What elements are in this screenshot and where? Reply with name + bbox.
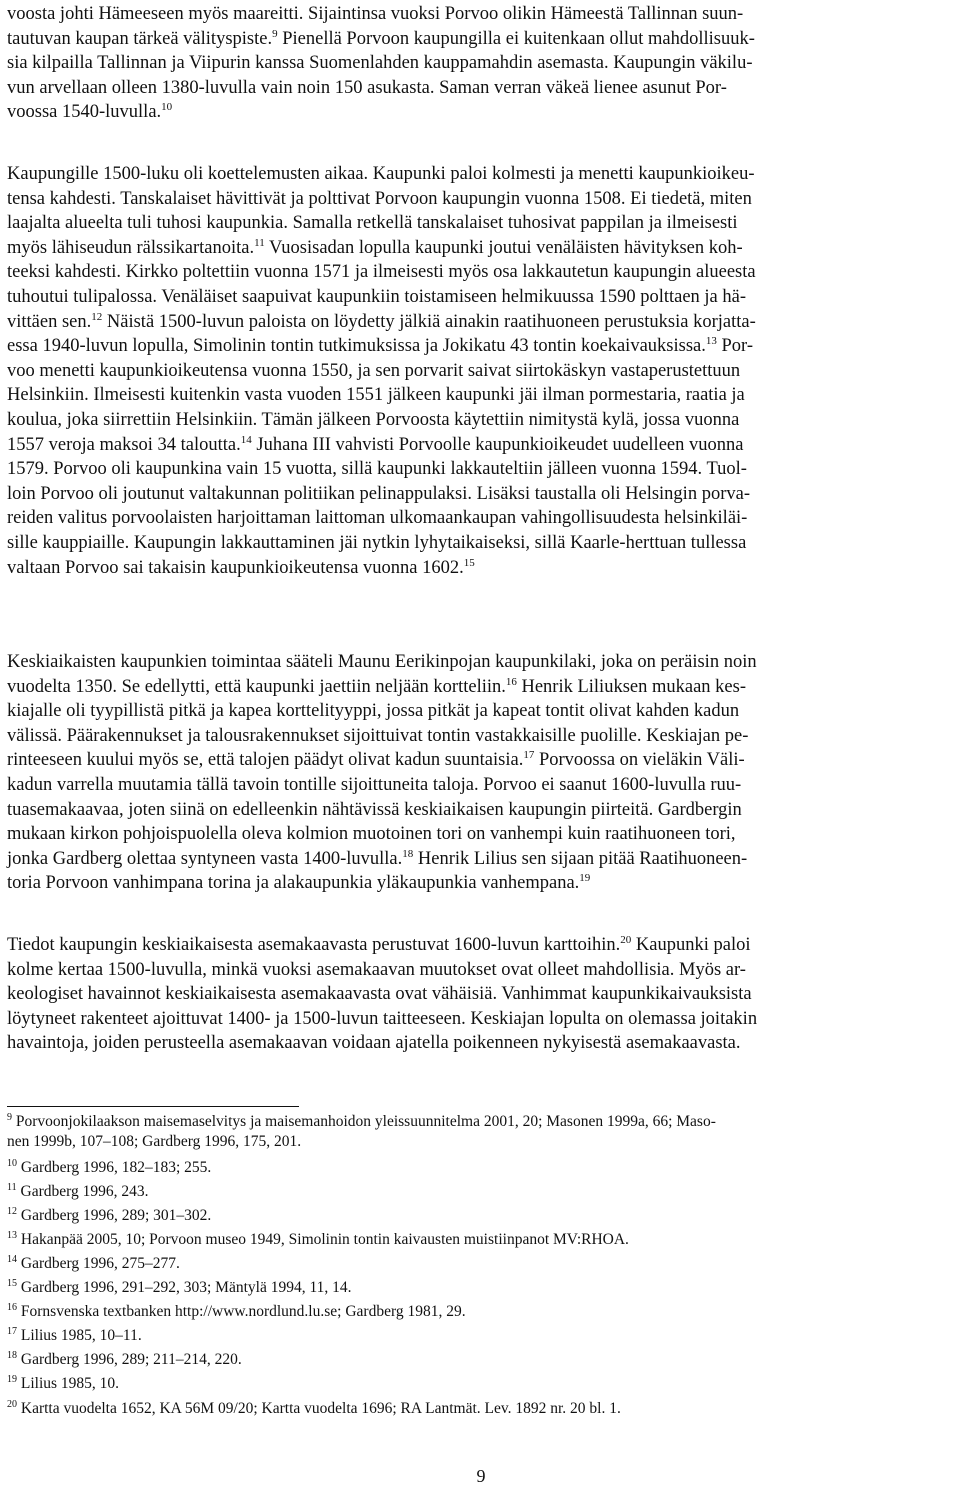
footnote-text: Gardberg 1996, 291–292, 303; Mäntylä 1994, 11, 14. bbox=[17, 1279, 352, 1296]
footnote-text: Lilius 1985, 10–11. bbox=[17, 1327, 142, 1344]
paragraph-3 bbox=[7, 650, 757, 896]
footnote-text: Fornsvenska textbanken http://www.nordlund.lu.se; Gardberg 1981, 29. bbox=[17, 1303, 466, 1320]
footnote-18 bbox=[7, 1350, 242, 1370]
footnote-ref-13: 13 bbox=[705, 335, 717, 348]
paragraph-text: Henrik Liliuksen mukaan kes- kiajalle oli tyypillistä pitkä ja kapea korttelityyppi, jossa pitkät ja kapeat tontit olivat kahden kadun välissä. Päärakennukset ja talousrakennukset sijoittuivat tontin vastakkaisille puolille. Keskiajan pe- rinteeseen kuului myös se, että talojen päädyt olivat kadun suuntaisia. bbox=[7, 676, 749, 771]
footnote-ref-20: 20 bbox=[620, 934, 632, 946]
footnote-text: Gardberg 1996, 182–183; 255. bbox=[17, 1159, 212, 1176]
footnote-9 bbox=[7, 1112, 716, 1152]
paragraph-text: Keskiaikaisten kaupunkien toimintaa sääteli Maunu Eerikinpojan kaupunkilaki, joka on peräisin noin vuodelta 1350. Se edellytti, että kaupunki jaettiin neljään kortteliin. bbox=[7, 652, 757, 697]
paragraph-text: Juhana III vahvisti Porvoolle kaupunkioikeudet uudelleen vuonna 1579. Porvoo oli kaupunkina vain 15 vuotta, sillä kaupunki lakkauteltiin jälleen vuonna 1594. Tuol- loin Porvoo oli joutunut valtakunnan politiikan pelinappulaksi. Lisäksi taustalla oli Helsingin porva- reiden valitus porvoolaisten harjoittaman laittoman ulkomaankaupan vahingollisuudesta helsinkiläi- sille kauppiaille. Kaupungin lakkauttaminen jäi nytkin lyhytaikaiseksi, sillä Kaarle-herttuan tullessa valtaan Porvoo sai takaisin kaupunkioikeutensa vuonna 1602. bbox=[7, 434, 750, 578]
footnote-ref-10: 10 bbox=[161, 101, 173, 114]
paragraph-text: Kaupungille 1500-luku oli koettelemusten aikaa. Kaupunki paloi kolmesti ja menetti kaupunkioikeu- tensa kahdesti. Tanskalaiset hävittivät ja polttivat Porvoon kaupungin vuonna 1508. Ei tiedetä, miten laajalta alueelta tuli tuhosi kaupunkia. Samalla retkellä tanskalaiset tuhosivat pappilan ja ilmeisesti myös lähiseudun rälssikartanoita. bbox=[7, 164, 755, 258]
footnote-number: 16 bbox=[7, 1302, 17, 1313]
footnote-ref-17: 17 bbox=[523, 749, 535, 762]
footnote-10 bbox=[7, 1158, 211, 1178]
footnote-text: Hakanpää 2005, 10; Porvoon museo 1949, Simolinin tontin kaivausten muistiinpanot MV:RHOA. bbox=[17, 1231, 629, 1248]
footnote-15 bbox=[7, 1278, 352, 1298]
footnote-11 bbox=[7, 1182, 149, 1202]
footnote-13 bbox=[7, 1230, 629, 1250]
footnote-number: 19 bbox=[7, 1374, 17, 1385]
footnote-ref-19: 19 bbox=[579, 872, 591, 885]
footnote-number: 18 bbox=[7, 1350, 17, 1361]
paragraph-text: Vuosisadan lopulla kaupunki joutui venäläisten hävityksen koh- teeksi kahdesti. Kirkko poltettiin vuonna 1571 ja ilmeisesti myös osa lakkautetun kaupungin alueesta tuhoutui tulipalossa. Venäläiset saapuivat kaupunkiin toistamiseen helmikuussa 1590 polttaen ja hä- vittäen sen. bbox=[7, 237, 756, 332]
paragraph-2 bbox=[7, 162, 756, 580]
footnote-14 bbox=[7, 1254, 180, 1274]
footnote-ref-18: 18 bbox=[402, 847, 414, 860]
paragraph-text: Henrik Lilius sen sijaan pitää Raatihuoneen- toria Porvoon vanhimpana torina ja alakaupunkia yläkaupunkia vanhempana. bbox=[7, 848, 748, 894]
footnote-20 bbox=[7, 1399, 621, 1419]
paragraph-text: Pienellä Porvoon kaupungilla ei kuitenkaan ollut mahdollisuuk- sia kilpailla Tallinnan ja Viipurin kanssa Suomenlahden kauppamahdin asemasta. Kaupungin väkilu- vun arvellaan olleen 1380-luvulla vain noin 150 asukasta. Saman verran väkeä lienee asunut Por- voossa 1540-luvulla. bbox=[7, 28, 755, 123]
paragraph-text: Tiedot kaupungin keskiaikaisesta asemakaavasta perustuvat 1600-luvun karttoihin. bbox=[7, 935, 621, 955]
footnote-text: Gardberg 1996, 289; 301–302. bbox=[17, 1207, 212, 1224]
footnote-ref-14: 14 bbox=[240, 433, 252, 446]
paragraph-text: voosta johti Hämeeseen myös maareitti. Sijaintinsa vuoksi Porvoo olikin Hämeestä Tallinnan suun- tautuvan kaupan tärkeä välityspiste. bbox=[7, 4, 744, 49]
paragraph-text: Porvoossa on vieläkin Väli- kadun varrella muutamia tällä tavoin tontille sijoittuneita taloja. Porvoo ei saanut 1600-luvulla ruu- tuasemakaavaa, joten siinä on edelleenkin nähtävissä keskiaikaisen kaupungin piirteitä. Gardbergin mukaan kirkon pohjoispuolella oleva kolmion muotoinen tori on vanhempi kuin raatihuoneen tori, jonka Gardberg olettaa syntyneen vasta 1400-luvulla. bbox=[7, 750, 745, 869]
footnote-number: 17 bbox=[7, 1326, 17, 1337]
footnote-19 bbox=[7, 1374, 119, 1394]
footnote-number: 13 bbox=[7, 1230, 17, 1241]
footnote-text: Gardberg 1996, 275–277. bbox=[17, 1255, 180, 1272]
paragraph-4 bbox=[7, 933, 757, 1056]
footnote-text: Gardberg 1996, 243. bbox=[16, 1183, 149, 1200]
footnote-number: 9 bbox=[7, 1112, 12, 1123]
footnote-number: 10 bbox=[7, 1158, 17, 1169]
footnote-ref-12: 12 bbox=[91, 310, 103, 323]
page-number: 9 bbox=[476, 1466, 486, 1486]
footnote-number: 14 bbox=[7, 1254, 17, 1265]
footnote-number: 11 bbox=[7, 1182, 17, 1193]
footnote-17 bbox=[7, 1326, 142, 1346]
paragraph-text: Por- voo menetti kaupunkioikeutensa vuonna 1550, ja sen porvarit saivat siirtokäskyn vastaperustettuun Helsinkiin. Ilmeisesti kuitenkin vasta vuoden 1551 jälkeen kaupunki jäi ilman pormestaria, raatia ja koulua, joka siirrettiin Helsinkiin. Tämän jälkeen Porvoosta käytettiin nimitystä kylä, jossa vuonna 1557 veroja maksoi 34 taloutta. bbox=[7, 336, 753, 455]
footnote-number: 15 bbox=[7, 1278, 17, 1289]
paragraph-text: Näistä 1500-luvun paloista on löydetty jälkiä ainakin raatihuoneen perustuksia korjatta- essa 1940-luvun lopulla, Simolinin tontin tutkimuksissa ja Jokikatu 43 tontin koekaivauksissa. bbox=[7, 311, 756, 357]
footnote-number: 20 bbox=[7, 1399, 17, 1410]
footnote-16 bbox=[7, 1302, 466, 1322]
footnote-ref-11: 11 bbox=[254, 236, 265, 249]
footnote-ref-9: 9 bbox=[272, 27, 278, 40]
footnote-12 bbox=[7, 1206, 211, 1226]
paragraph-text: Kaupunki paloi kolme kertaa 1500-luvulla, minkä vuoksi asemakaavan muutokset ovat olleet mahdollisia. Myös ar- keologiset havainnot keskiaikaisesta asemakaavasta ovat vähäisiä. Vanhimmat kaupunkikaivauksista löytyneet rakenteet ajoittuvat 1400- ja 1500-luvun taitteeseen. Keskiajan lopulta on olemassa joitakin havaintoja, joiden perusteella asemakaavan voidaan ajatella poikenneen nykyisestä asemakaavasta. bbox=[7, 935, 758, 1054]
paragraph-1 bbox=[7, 2, 755, 125]
footnote-text: Gardberg 1996, 289; 211–214, 220. bbox=[17, 1351, 242, 1368]
footnote-number: 12 bbox=[7, 1206, 17, 1217]
footnote-text: Porvoonjokilaakson maisemaselvitys ja maisemanhoidon yleissuunnitelma 2001, 20; Masonen 1999a, 66; Maso- nen 1999b, 107–108; Gardberg 1996, 175, 201. bbox=[7, 1113, 716, 1150]
footnote-ref-16: 16 bbox=[505, 675, 517, 688]
footnote-separator bbox=[7, 1106, 299, 1107]
footnote-text: Kartta vuodelta 1652, KA 56M 09/20; Kartta vuodelta 1696; RA Lantmät. Lev. 1892 nr. 20 bl. 1. bbox=[17, 1400, 621, 1417]
footnote-text: Lilius 1985, 10. bbox=[17, 1375, 120, 1392]
footnote-ref-15: 15 bbox=[463, 556, 475, 569]
